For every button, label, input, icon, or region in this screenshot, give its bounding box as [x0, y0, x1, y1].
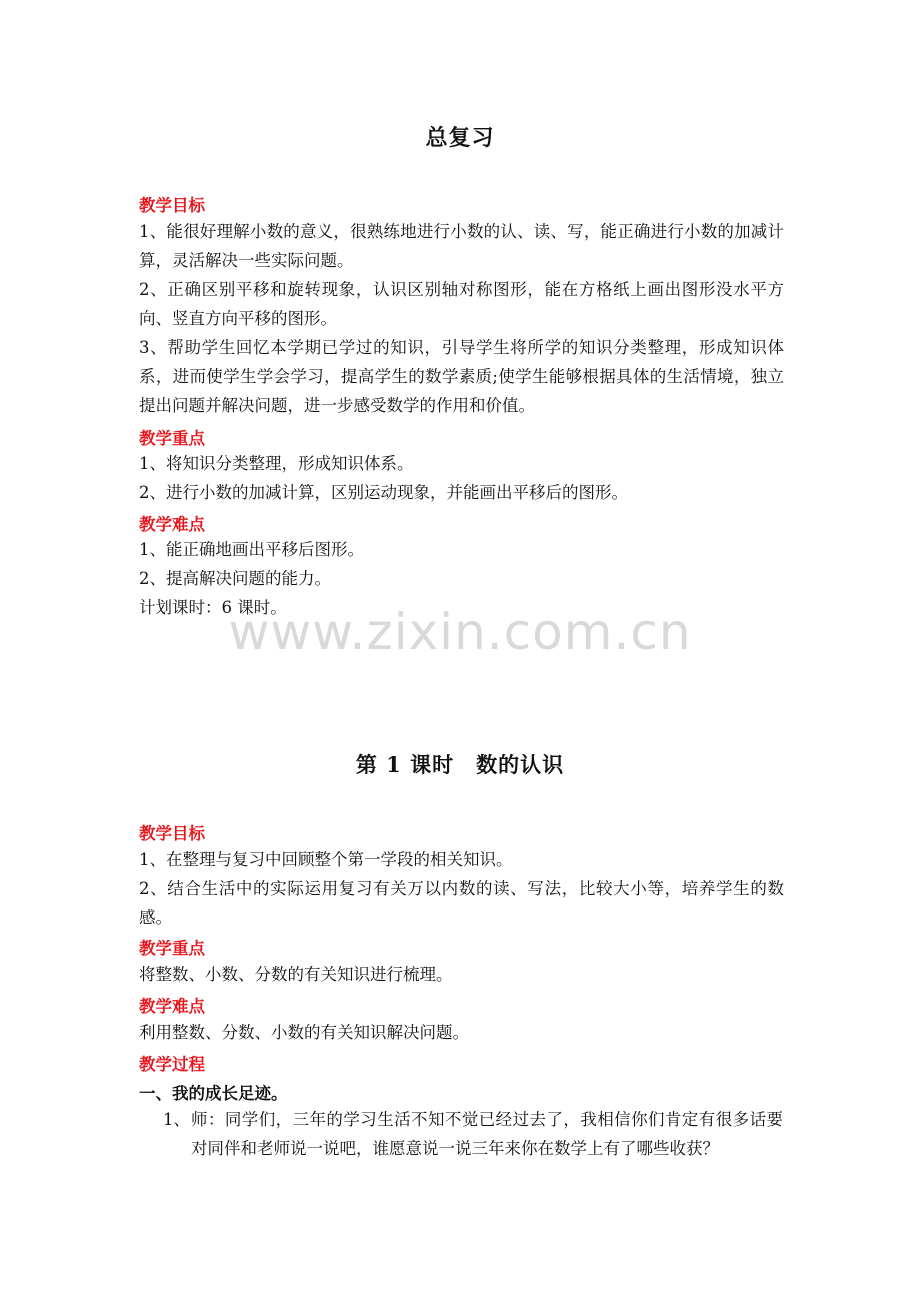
process-item-1-number: 1、 [163, 1110, 190, 1129]
key-point-1: 1、将知识分类整理，形成知识体系。 [139, 454, 414, 473]
planned-hours: 计划课时：6 课时。 [139, 598, 287, 617]
lesson-goals-heading: 教学目标 [139, 824, 205, 843]
goal-item-1: 1、能很好理解小数的意义，很熟练地进行小数的认、读、写，能正确进行小数的加减计算，灵活解决一些实际问题。 [139, 222, 784, 270]
document-title: 总复习 [425, 125, 495, 151]
watermark-text: www.zixin.com.cn [228, 603, 692, 661]
process-part-1-title: 一、我的成长足迹。 [139, 1084, 288, 1103]
teaching-key-points-heading: 教学重点 [139, 429, 205, 448]
process-item-1-text: 师：同学们，三年的学习生活不知不觉已经过去了，我相信你们肯定有很多话要对同伴和老师说一说吧，谁愿意说一说三年来你在数学上有了哪些收获？ [191, 1110, 783, 1158]
difficulty-2: 2、提高解决问题的能力。 [139, 569, 331, 588]
goal-item-2: 2、正确区别平移和旋转现象，认识区别轴对称图形，能在方格纸上画出图形没水平方向、竖直方向平移的图形。 [139, 280, 784, 328]
lesson-goal-1: 1、在整理与复习中回顾整个第一学段的相关知识。 [139, 850, 513, 869]
lesson-goal-2: 2、结合生活中的实际运用复习有关万以内数的读、写法，比较大小等，培养学生的数感。 [139, 879, 784, 927]
lesson-key-point: 将整数、小数、分数的有关知识进行梳理。 [139, 965, 453, 984]
teaching-process-heading: 教学过程 [139, 1055, 205, 1074]
lesson-key-points-heading: 教学重点 [139, 939, 205, 958]
process-item-1 [163, 1105, 783, 1163]
difficulty-1: 1、能正确地画出平移后图形。 [139, 540, 364, 559]
lesson-title: 第 1 课时 数的认识 [355, 752, 565, 777]
key-point-2: 2、进行小数的加减计算，区别运动现象，并能画出平移后的图形。 [139, 483, 628, 502]
teaching-difficulties-heading: 教学难点 [139, 515, 205, 534]
lesson-difficulties-heading: 教学难点 [139, 997, 205, 1016]
goal-item-3: 3、帮助学生回忆本学期已学过的知识，引导学生将所学的知识分类整理，形成知识体系，进而使学生学会学习，提高学生的数学素质;使学生能够根据具体的生活情境，独立提出问题并解决问题，进一步感受数学的作用和价值。 [139, 338, 784, 415]
lesson-difficulty: 利用整数、分数、小数的有关知识解决问题。 [139, 1023, 469, 1042]
teaching-goals-heading: 教学目标 [139, 196, 205, 215]
